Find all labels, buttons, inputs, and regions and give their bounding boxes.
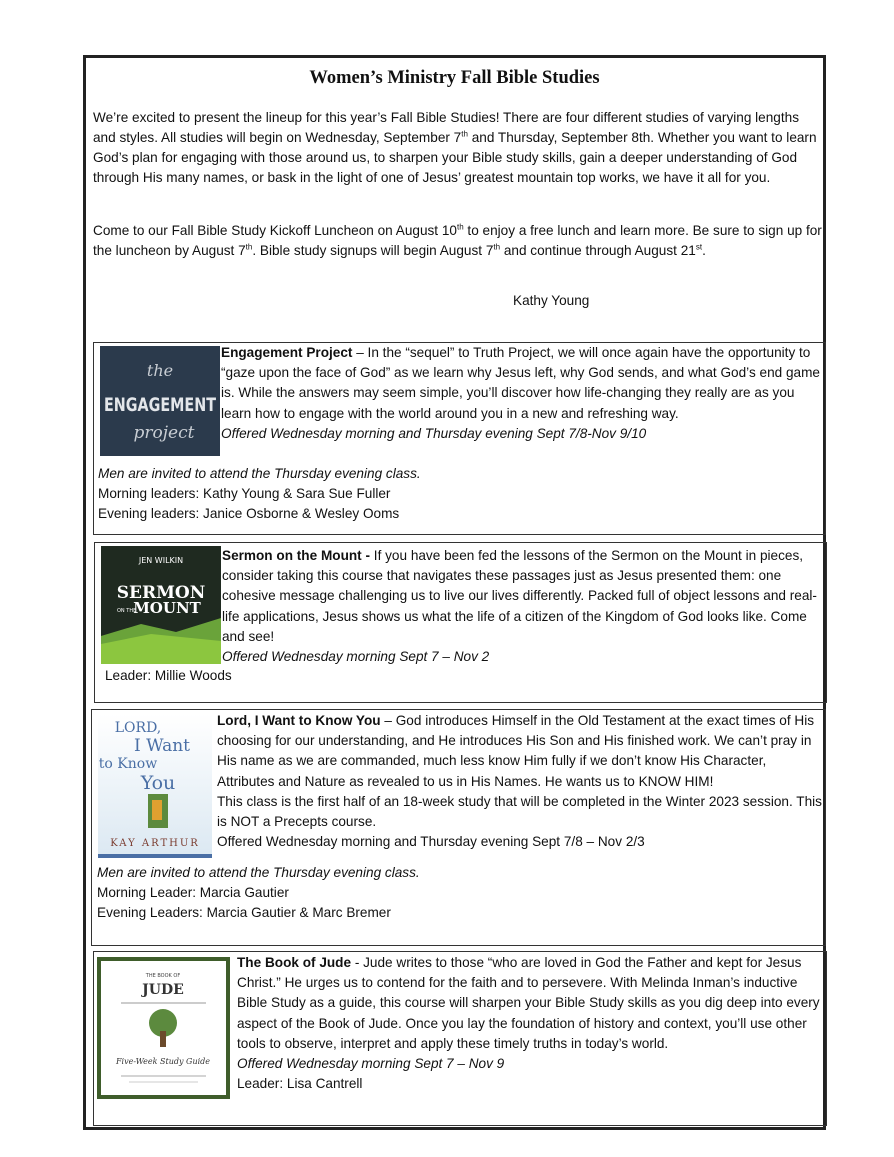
- study-card-sermon: [94, 542, 827, 703]
- study-description: [221, 343, 821, 444]
- cover-text: Five-Week Study Guide: [115, 1057, 211, 1066]
- cover-text: SERMON: [116, 583, 206, 603]
- study-card-engagement: [93, 342, 826, 535]
- page-frame: [83, 55, 826, 1130]
- study-desc-text: – God introduces Himself in the Old Testament at the exact times of His choosing for our understanding, and He introduces His Son and His finished work. We can’t pray in His name as we are commanded, much less know Him fully if we don’t know His Character, Attributes and Nature as revealed to us in His Names. He wants us to KNOW HIM!: [217, 713, 815, 789]
- sermon-cover-art: [101, 546, 221, 664]
- cover-text: the: [146, 361, 174, 380]
- lord-cover-image: [98, 714, 212, 858]
- intro-paragraph-2: [93, 221, 823, 261]
- signature: Kathy Young: [513, 293, 590, 308]
- cover-tree: [160, 1031, 166, 1047]
- study-note: Men are invited to attend the Thursday evening class.: [97, 865, 420, 880]
- jude-cover-image: [97, 957, 230, 1099]
- intro-text-2b: to enjoy a free lunch and learn more. Be sure to sign up for the luncheon by August 7: [93, 223, 822, 258]
- study-title: Sermon on the Mount -: [222, 548, 371, 563]
- cover-text: ON THE: [117, 608, 137, 614]
- page-title: Women’s Ministry Fall Bible Studies: [309, 68, 600, 88]
- intro-text-2e: .: [702, 243, 706, 258]
- cover-text: THE BOOK OF: [145, 973, 181, 979]
- cover-text: KAY ARTHUR: [110, 838, 200, 849]
- cover-text: You: [140, 772, 176, 794]
- study-title: Lord, I Want to Know You: [217, 713, 381, 728]
- cover-picture: [152, 800, 162, 820]
- study-description: [237, 953, 822, 1094]
- sup: th: [245, 242, 253, 252]
- study-leaders: Leader: Millie Woods: [105, 668, 232, 683]
- cover-text: ENGAGEMENT: [104, 394, 217, 416]
- study-title: Engagement Project: [221, 345, 353, 360]
- sup: th: [461, 129, 468, 139]
- study-details: [97, 863, 817, 924]
- cover-text: MOUNT: [133, 599, 201, 617]
- jude-cover-art: [101, 961, 226, 1095]
- study-card-lord: [91, 709, 826, 946]
- study-leaders: Morning leaders: Kathy Young & Sara Sue Fuller: [98, 486, 391, 502]
- study-leaders: Evening Leaders: Marcia Gautier & Marc Bremer: [97, 905, 391, 921]
- study-leaders: Morning Leader: Marcia Gautier: [97, 885, 289, 901]
- study-title: The Book of Jude: [237, 955, 352, 970]
- intro-text-2a: Come to our Fall Bible Study Kickoff Luncheon on August 10: [93, 223, 457, 238]
- study-leaders: Evening leaders: Janice Osborne & Wesley Ooms: [98, 506, 400, 522]
- study-leaders: Leader: Lisa Cantrell: [237, 1076, 363, 1092]
- cover-text: JUDE: [142, 982, 184, 998]
- study-desc-text: - Jude writes to those “who are loved in God the Father and kept for Jesus Christ.” He urges us to contend for the faith and to persevere. With Melinda Inman’s inductive Bible Study as a guide, this course will sharpen your Bible Study skills as you dig deep into every aspect of the Book of Jude. Once you lay the foundation of history and context, you’ll use other tools to observe, interpret and apply these timely truths in today’s world.: [237, 955, 820, 1051]
- engagement-cover-image: [100, 346, 220, 456]
- intro-text-1b: and Thursday, September 8th. Whether you want to learn God’s plan for engaging with those around us, to sharpen your Bible study skills, gain a deeper understanding of God through His many names, or bask in the light of one of Jesus’ greatest mountain top works, we have it all for you.: [93, 130, 817, 185]
- study-details: [98, 464, 818, 525]
- cover-text: to Know: [98, 756, 158, 772]
- study-offered: Offered Wednesday morning Sept 7 – Nov 2: [222, 649, 490, 665]
- cover-text: project: [133, 423, 195, 443]
- cover-text: JEN WILKIN: [138, 556, 184, 565]
- sup: st: [695, 242, 703, 252]
- intro-text-2d: and continue through August 21: [500, 243, 696, 258]
- intro-text-2c: . Bible study signups will begin August 7: [252, 243, 494, 258]
- sup: th: [493, 242, 501, 252]
- study-offered: Offered Wednesday morning and Thursday evening Sept 7/8-Nov 9/10: [221, 425, 647, 441]
- intro-paragraph-1: [93, 108, 823, 188]
- study-description: [217, 711, 823, 852]
- study-desc-text: – In the “sequel” to Truth Project, we will once again have the opportunity to “gaze upon the face of God” as we learn why Jesus left, why God sends, and what God’s end game is. While the answers may seem simple, you’ll discover how life-changing they really are as you learn how to engage with the world around you in a new and refreshing way.: [221, 345, 820, 421]
- study-note: Men are invited to attend the Thursday evening class.: [98, 466, 421, 481]
- sermon-cover-image: [101, 546, 221, 664]
- study-desc-text: If you have been fed the lessons of the Sermon on the Mount in pieces, consider taking this course that navigates these passages just as Jesus presented them: one cohesive message challenging us to live our lives differently. Packed full of object lessons and real-life applications, Jesus shows us what the life of a citizen of the Kingdom of God looks like. Come and see!: [222, 548, 817, 644]
- sup: th: [456, 222, 464, 232]
- study-offered: Offered Wednesday morning Sept 7 – Nov 9: [237, 1056, 505, 1072]
- cover-stripe: [98, 854, 212, 858]
- study-description: [222, 546, 822, 667]
- cover-text: LORD,: [114, 720, 162, 736]
- intro-text-1a: We’re excited to present the lineup for this year’s Fall Bible Studies! There are four different studies of varying lengths and styles. All studies will begin on Wednesday, September 7: [93, 110, 799, 145]
- cover-text: I Want: [133, 736, 191, 756]
- study-details: [105, 666, 805, 686]
- engagement-cover-art: [100, 346, 220, 456]
- study-extra: This class is the first half of an 18-week study that will be completed in the Winter 2023 session. This is NOT a Precepts course.: [217, 793, 822, 830]
- study-offered: Offered Wednesday morning and Thursday evening Sept 7/8 – Nov 2/3: [217, 834, 645, 850]
- lord-cover-art: [98, 714, 212, 858]
- study-card-jude: [93, 951, 827, 1126]
